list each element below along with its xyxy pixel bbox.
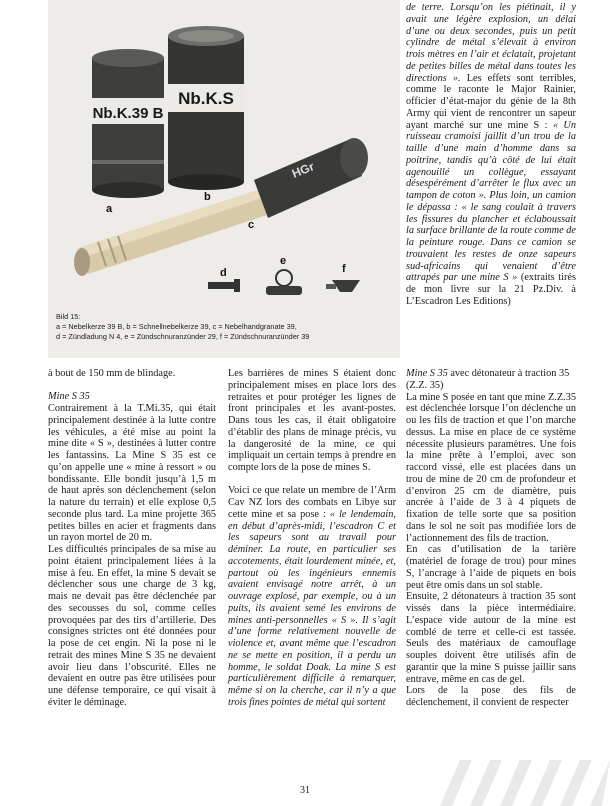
- label-a: a: [106, 203, 113, 215]
- mine-s35-paragraph-2: Les difficultés principales de sa mise au point étaient principalement liées à la mise à feu. En effet, la mine S devait se déclencher sous une charge de 3 kg, mais ne devait pas être déclenchée par des secousses du sol, comme celles provoquées par des tirs d’artillerie. Des consignes strictes ont été données pour la pose de cet engin. Ni la pose ni le retrait des mines Mine S 35 ne devaient avoir lieu dans l’obscurité. Elles ne devaient en outre pas être utilisées pour une défense temporaire, ce qui visait à éviter le déminage.: [48, 544, 216, 708]
- quote-mine-description: de terre. Lorsqu’on les piétinait, il y avait une légère explosion, un délai d’une ou deux secondes, puis un petit cylindre de métal s’élevait à environ trois mètres en l’air et éclatait, projetant de petites billes de métal dans toutes les directions ».: [406, 2, 576, 84]
- label-b: b: [204, 191, 211, 203]
- left-column: [48, 368, 216, 709]
- mine-barriers-paragraph: Les barrières de mines S étaient donc principalement mises en place lors des retraites et pour protéger les lignes de front principales et les avant-postes. Dans tous les cas, il était obligatoire d’établir des plans de minage précis, vu la dangerosité de la mine, ce qui impliquait un certain temps à prendre en compte lors de la pose de mines S.: [228, 368, 396, 473]
- grenade-label: HGr: [289, 159, 317, 181]
- section-heading-mine-s35: Mine S 35: [48, 391, 90, 403]
- can-b-label: Nb.K.S: [178, 89, 234, 108]
- figure-caption: [56, 312, 400, 342]
- middle-column: [228, 368, 396, 709]
- mine-s35-paragraph-1: Contrairement à la T.Mi.35, qui était principalement destinée à la lutte contre les véhicules, a été mise au point la mine dite « S », destinées à lutter contre les fantassins. La Mine S 35 est ce qu’on appelle une « mine à ressort » ou bondissante. Elle bondit jusqu’à 1,5 m de haut après son déclenchement (selon la nature du terrain) et elle explose 0,5 seconde plus tard. La mine projette 365 petites billes en acier et fragments dans un rayon mortel de 20 m.: [48, 403, 216, 544]
- igniter-charge-d: [208, 279, 240, 292]
- caption-line-1: a = Nebelkerze 39 B, b = Schnellnebelkerze 39, c = Nebelhandgranate 39,: [56, 322, 297, 331]
- rainier-quote: « Un ruisseau cramoisi jaillit d’un trou de la taille d’une main d’homme dans sa poitrine, tandis qu’à côté de lui était agenouillé un collègue, essayant désespérément d’arrêter le flux avec un tampon de coton ». Plus loin, un camion le dépassa : « le sang coulait à travers les fissures du plancher et éclaboussait la surface brillante de la route comme de la peinture rouge. Dans ce camion se trouvaient les restes de onze sapeurs sud-africains qui venaient d’être attrapés par une mine S »: [406, 119, 577, 284]
- can-a-label: Nb.K.39 B: [92, 105, 164, 122]
- page-number: 31: [300, 785, 310, 796]
- section-heading-rest: avec détonateur à traction 35 (Z.Z. 35): [406, 368, 570, 391]
- label-e: e: [280, 255, 287, 267]
- decorative-stripes: [420, 760, 610, 806]
- rainier-intro: Les effets sont terribles, comme le raconte le Major Rainier, officier d’état-major du génie de la 8th Army qui vient de rencontrer un sapeur ayant marché sur une mine S :: [406, 72, 577, 131]
- caption-line-2: d = Zündladung N 4, e = Zündschnuranzünder 29, f = Zündschnuranzünder 39: [56, 332, 310, 341]
- smoke-can-a: [92, 49, 164, 198]
- fuse-igniter-f: [326, 280, 360, 292]
- smoke-can-b: [168, 26, 244, 190]
- right-column-top: [406, 2, 576, 308]
- zz35-paragraph-1: La mine S posée en tant que mine Z.Z.35 est déclenchée lorsque l’on déclenche un ou les fils de traction et que l’on marche dessus. La mise en place de ce système nécessite plusieurs paramètres. Une fois la mine prête à l’emploi, avec son raccord vissé, elle est placées dans un trou de mine de 20 cm de profondeur et d’environ 25 cm de diamètre, puis ancrée à l’aide de 3 à 4 piquets de fixation de telle sorte que sa position dans le sol ne soit pas modifiée lors de l’actionnement des fils de traction.: [406, 391, 576, 544]
- figure-photo: [48, 0, 400, 358]
- label-c: c: [248, 219, 255, 231]
- book-reference: (extraits tirés de mon livre sur la 21 Pz.Div. à L’Escadron Les Editions): [406, 272, 576, 307]
- armor-penetration-text: à bout de 150 mm de blindage.: [48, 368, 176, 379]
- label-f: f: [342, 263, 346, 275]
- nz-account-quote: « le lendemain, en début d’après-midi, l’escadron C et les sapeurs sont au travail pour déminer. La route, en particulier ses accotements, était lourdement minée, et, partout où les ingénieurs ennemis avaient envisagé notre arrêt, à un ouvrage explosé, par exemple, ou à un puits, ils avaient semé les environs de mines anti-personnelles « S ». Il s’agit d’une forme relativement nouvelle de violence et, avant même que l’escadron ne se mette en position, il a perdu un homme, le soldat Doak. La mine S est particulièrement difficile à remarquer, même si on la cherche, car il n’y a que trois fines pointes de métal qui sortent: [228, 508, 396, 708]
- fuse-igniter-e: [266, 270, 302, 295]
- zz35-paragraph-4: Lors de la pose des fils de déclenchement, il convient de respecter: [406, 685, 576, 708]
- smoke-grenades-illustration: [48, 0, 400, 310]
- caption-title: Bild 15:: [56, 312, 81, 321]
- zz35-paragraph-3: Ensuite, 2 détonateurs à traction 35 sont vissés dans la pièce intermédiaire. L’espace vide autour de la mine est comblé de terre et celle-ci est tassée. Seuls des matériaux de camouflage souples doivent être utilisés afin de garantir que la mine S puisse jaillir sans entrave, même en cas de gel.: [406, 591, 576, 685]
- section-heading-mine-s35-zz35: Mine S 35: [406, 368, 448, 379]
- label-d: d: [220, 267, 227, 279]
- right-column-bottom: [406, 368, 576, 709]
- nz-account-intro: Voici ce que relate un membre de l’Arm Cav NZ lors des combats en Libye sur cette mine et sa pose :: [228, 485, 396, 520]
- zz35-paragraph-2: En cas d’utilisation de la tarière (matériel de forage de trou) pour mines S, l’ancrage à l’aide de piquets en bois peut être omis dans un sol stable.: [406, 544, 576, 591]
